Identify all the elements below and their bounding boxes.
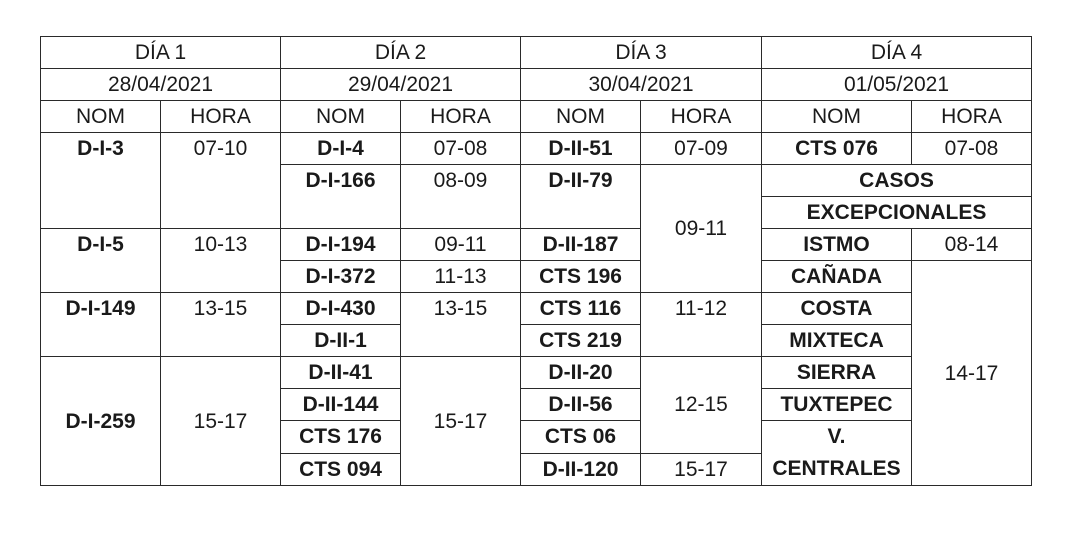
day2-hora-cell: 08-09 [401, 165, 521, 229]
day4-nom-cell: ISTMO [762, 229, 912, 261]
day2-nom-cell: D-I-194 [281, 229, 401, 261]
day2-title: DÍA 2 [281, 37, 521, 69]
day2-hora-cell: 13-15 [401, 293, 521, 357]
day3-nom-cell: D-II-187 [521, 229, 641, 261]
day3-hora-cell: 11-12 [641, 293, 762, 357]
day3-nom-cell: CTS 06 [521, 421, 641, 454]
day2-hora-cell: 11-13 [401, 261, 521, 293]
day4-nom-cell: SIERRA [762, 357, 912, 389]
day4-casos-line2: EXCEPCIONALES [762, 197, 1032, 229]
day2-nom-cell: D-II-144 [281, 389, 401, 421]
day3-hora-cell: 09-11 [641, 165, 762, 293]
day1-hora-cell: 07-10 [161, 133, 281, 229]
day3-nom-cell: CTS 219 [521, 325, 641, 357]
day2-nom-header: NOM [281, 101, 401, 133]
day3-nom-header: NOM [521, 101, 641, 133]
day2-nom-cell: D-II-41 [281, 357, 401, 389]
day2-hora-cell: 09-11 [401, 229, 521, 261]
day4-nom-cell: MIXTECA [762, 325, 912, 357]
day1-nom-cell: D-I-259 [41, 357, 161, 486]
column-header-row [41, 101, 1032, 133]
day2-nom-cell: D-I-372 [281, 261, 401, 293]
day4-nom-header: NOM [762, 101, 912, 133]
day3-nom-cell: CTS 116 [521, 293, 641, 325]
day2-nom-cell: D-II-1 [281, 325, 401, 357]
day3-hora-cell: 12-15 [641, 357, 762, 454]
day3-hora-cell: 15-17 [641, 453, 762, 486]
day1-hora-cell: 10-13 [161, 229, 281, 293]
schedule-table [40, 36, 1032, 486]
day2-nom-cell: D-I-430 [281, 293, 401, 325]
day4-casos-line1: CASOS [762, 165, 1032, 197]
table-row [41, 293, 1032, 325]
day1-nom-cell: D-I-149 [41, 293, 161, 357]
day-title-row [41, 37, 1032, 69]
day2-nom-cell: CTS 176 [281, 421, 401, 454]
day4-nom-cell: COSTA [762, 293, 912, 325]
day4-nom-cell-centrales [762, 421, 912, 486]
day1-title: DÍA 1 [41, 37, 281, 69]
day3-nom-cell: D-II-120 [521, 453, 641, 486]
day3-nom-cell: D-II-79 [521, 165, 641, 229]
day3-hora-cell: 07-09 [641, 133, 762, 165]
day1-nom-header: NOM [41, 101, 161, 133]
day2-hora-cell: 15-17 [401, 357, 521, 486]
day4-hora-cell: 14-17 [912, 261, 1032, 486]
day4-hora-header: HORA [912, 101, 1032, 133]
day4-date: 01/05/2021 [762, 69, 1032, 101]
day4-hora-cell: 07-08 [912, 133, 1032, 165]
day3-nom-cell: D-II-20 [521, 357, 641, 389]
day4-nom-cell: CAÑADA [762, 261, 912, 293]
day4-title: DÍA 4 [762, 37, 1032, 69]
table-row [41, 357, 1032, 389]
day1-nom-cell: D-I-5 [41, 229, 161, 293]
day4-nom-cell: TUXTEPEC [762, 389, 912, 421]
day1-hora-cell: 15-17 [161, 357, 281, 486]
table-row [41, 133, 1032, 165]
day1-nom-cell: D-I-3 [41, 133, 161, 229]
day3-nom-cell: D-II-51 [521, 133, 641, 165]
day2-hora-header: HORA [401, 101, 521, 133]
day3-title: DÍA 3 [521, 37, 762, 69]
day2-hora-cell: 07-08 [401, 133, 521, 165]
day4-nom-cell: CTS 076 [762, 133, 912, 165]
day3-nom-cell: CTS 196 [521, 261, 641, 293]
date-row [41, 69, 1032, 101]
day1-hora-header: HORA [161, 101, 281, 133]
day1-hora-cell: 13-15 [161, 293, 281, 357]
day4-centrales-line2: CENTRALES [772, 457, 901, 480]
day4-centrales-line1: V. [827, 425, 846, 448]
day2-nom-cell: D-I-166 [281, 165, 401, 229]
day2-nom-cell: D-I-4 [281, 133, 401, 165]
table-row [41, 229, 1032, 261]
day3-nom-cell: D-II-56 [521, 389, 641, 421]
day3-date: 30/04/2021 [521, 69, 762, 101]
day4-hora-cell: 08-14 [912, 229, 1032, 261]
day2-nom-cell: CTS 094 [281, 453, 401, 486]
day1-date: 28/04/2021 [41, 69, 281, 101]
day2-date: 29/04/2021 [281, 69, 521, 101]
day3-hora-header: HORA [641, 101, 762, 133]
